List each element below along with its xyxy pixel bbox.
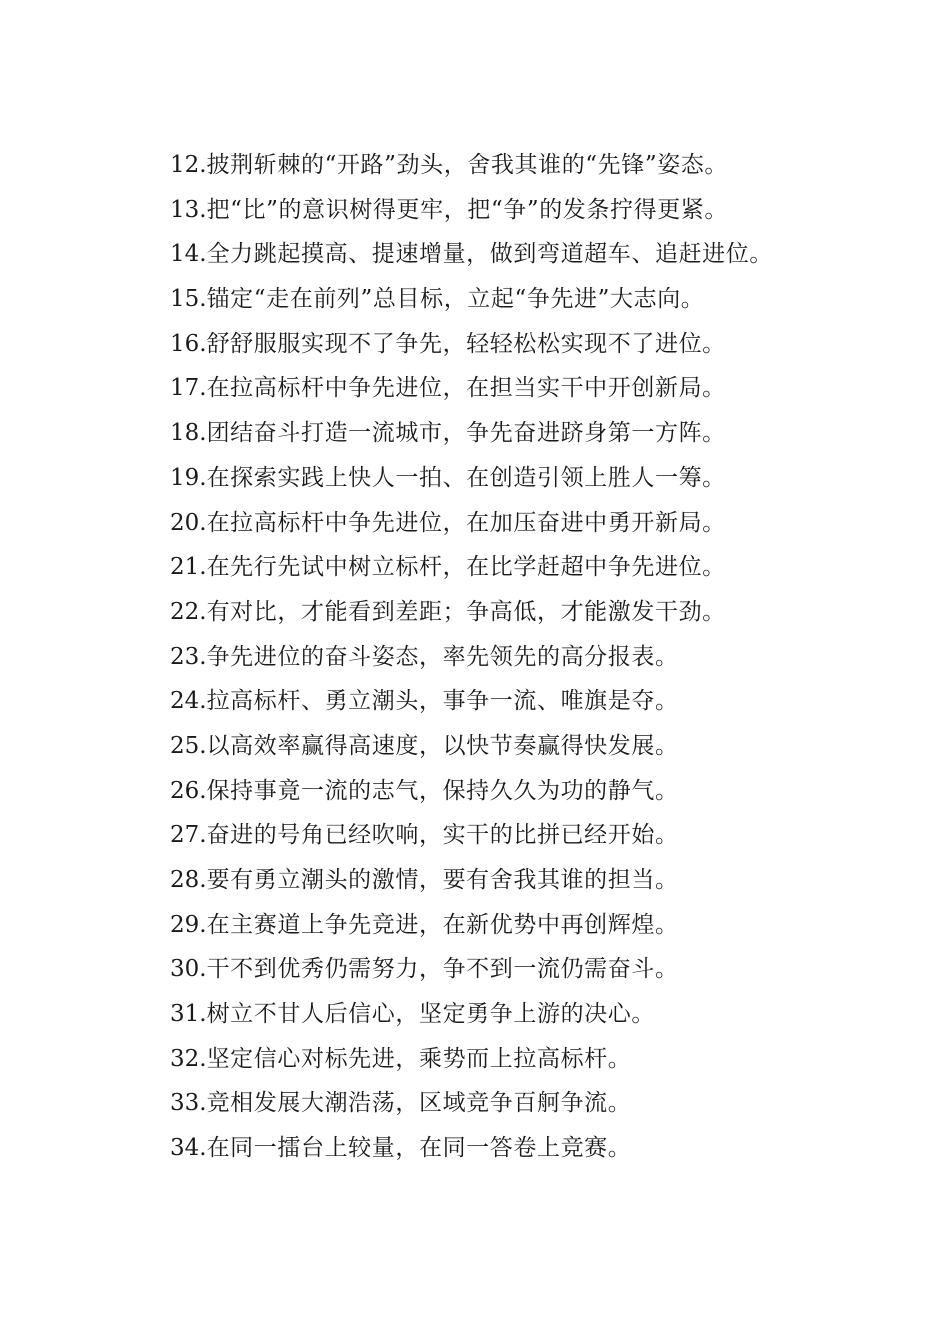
list-item	[170, 456, 930, 501]
list-item	[170, 947, 930, 992]
item-number: 33.	[170, 1090, 207, 1117]
item-number: 14.	[170, 241, 207, 268]
item-text: 在拉高标杆中争先进位，在加压奋进中勇开新局。	[206, 509, 726, 536]
item-text: 披荆斩棘的“开路”劲头，舍我其谁的“先锋”姿态。	[206, 152, 729, 178]
item-number: 18.	[170, 420, 207, 447]
item-text: 保持事竟一流的志气，保持久久为功的静气。	[206, 777, 679, 804]
item-number: 21.	[170, 554, 207, 581]
list-item	[170, 143, 930, 188]
item-number: 19.	[170, 464, 207, 491]
item-text: 竞相发展大潮浩荡，区域竞争百舸争流。	[206, 1090, 632, 1117]
list-item	[170, 769, 930, 814]
item-number: 28.	[170, 867, 207, 893]
item-text: 舒舒服服实现不了争先，轻轻松松实现不了进位。	[206, 330, 726, 357]
list-item	[170, 1081, 930, 1126]
item-text: 有对比，才能看到差距；争高低，才能激发干劲。	[206, 598, 726, 625]
list-item	[170, 679, 930, 724]
list-item	[170, 411, 930, 456]
item-text: 要有勇立潮头的激情，要有舍我其谁的担当。	[206, 867, 679, 893]
item-text: 在探索实践上快人一拍、在创造引领上胜人一筹。	[206, 464, 726, 491]
list-item	[170, 590, 930, 635]
list-item	[170, 322, 930, 367]
item-text: 拉高标杆、勇立潮头，事争一流、唯旗是夺。	[206, 688, 679, 715]
slogan-list	[170, 143, 930, 1171]
item-number: 22.	[170, 598, 207, 625]
list-item	[170, 545, 930, 590]
item-number: 12.	[170, 152, 207, 178]
list-item	[170, 992, 930, 1037]
item-text: 把“比”的意识树得更牢，把“争”的发条拧得更紧。	[206, 196, 729, 223]
list-item	[170, 188, 930, 233]
item-number: 24.	[170, 688, 207, 715]
item-text: 在同一擂台上较量，在同一答卷上竞赛。	[206, 1135, 632, 1162]
item-text: 树立不甘人后信心，坚定勇争上游的决心。	[206, 1001, 655, 1028]
item-text: 以高效率赢得高速度，以快节奏赢得快发展。	[206, 732, 679, 759]
item-text: 全力跳起摸高、提速增量，做到弯道超车、追赶进位。	[206, 241, 773, 268]
list-item	[170, 635, 930, 680]
list-item	[170, 501, 930, 546]
list-item	[170, 1126, 930, 1171]
list-item	[170, 366, 930, 411]
item-number: 25.	[170, 732, 207, 759]
item-number: 29.	[170, 911, 207, 938]
item-number: 27.	[170, 822, 207, 849]
item-number: 15.	[170, 286, 207, 313]
item-text: 在先行先试中树立标杆，在比学赶超中争先进位。	[206, 554, 726, 581]
item-text: 团结奋斗打造一流城市，争先奋进跻身第一方阵。	[206, 420, 726, 447]
item-number: 30.	[170, 956, 207, 983]
item-text: 奋进的号角已经吹响，实干的比拼已经开始。	[206, 822, 679, 849]
item-number: 16.	[170, 330, 207, 357]
list-item	[170, 277, 930, 322]
list-item	[170, 903, 930, 948]
item-number: 20.	[170, 509, 207, 536]
item-number: 17.	[170, 375, 207, 402]
item-text: 坚定信心对标先进，乘势而上拉高标杆。	[206, 1045, 632, 1072]
list-item	[170, 858, 930, 903]
list-item	[170, 232, 930, 277]
item-number: 13.	[170, 196, 207, 223]
item-number: 23.	[170, 643, 207, 670]
item-text: 争先进位的奋斗姿态，率先领先的高分报表。	[206, 643, 679, 670]
list-item	[170, 724, 930, 769]
item-text: 干不到优秀仍需努力，争不到一流仍需奋斗。	[206, 956, 679, 983]
item-number: 34.	[170, 1135, 207, 1162]
list-item	[170, 1037, 930, 1082]
item-number: 32.	[170, 1045, 207, 1072]
list-item	[170, 813, 930, 858]
item-number: 26.	[170, 777, 207, 804]
item-text: 在主赛道上争先竞进，在新优势中再创辉煌。	[206, 911, 679, 938]
item-number: 31.	[170, 1001, 207, 1028]
item-text: 在拉高标杆中争先进位，在担当实干中开创新局。	[206, 375, 726, 402]
item-text: 锚定“走在前列”总目标，立起“争先进”大志向。	[206, 286, 705, 313]
